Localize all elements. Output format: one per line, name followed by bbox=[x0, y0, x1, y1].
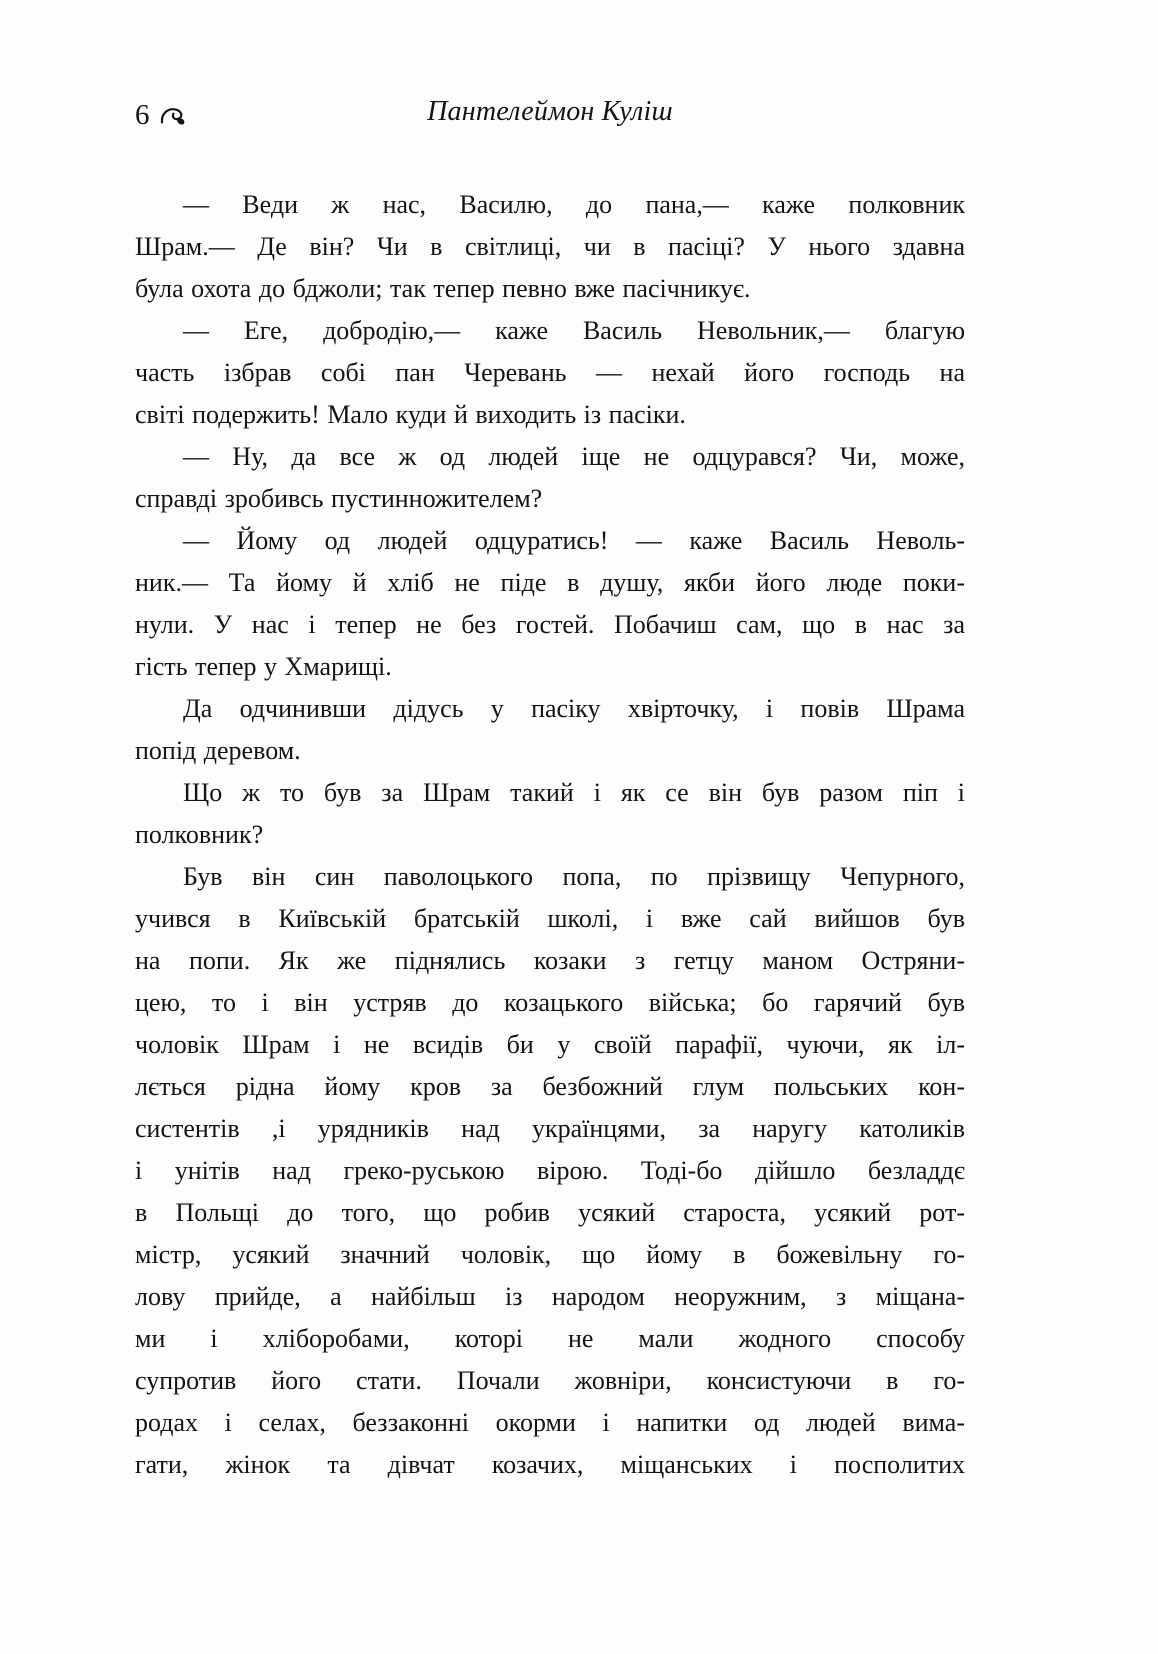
text-line: — Еге, добродію,— каже Василь Невольник,— благую bbox=[183, 316, 965, 345]
text-line: — Веди ж нас, Василю, до пана,— каже полковник bbox=[183, 190, 965, 219]
text-line: на попи. Як же піднялись козаки з гетцу маном Остряни- bbox=[135, 946, 965, 975]
text-line: учився в Київській братській школі, і вже сай вийшов був bbox=[135, 904, 965, 933]
text-line: і унітів над греко-руською вірою. Тоді-бо дійшло безладдє bbox=[135, 1156, 965, 1185]
text-line: — Ну, да все ж од людей іще не одцурався? Чи, може, bbox=[183, 442, 965, 471]
text-line: лється рідна йому кров за безбожний глум польських кон- bbox=[135, 1072, 965, 1101]
text-line: гати, жінок та дівчат козачих, міщанських і посполитих bbox=[135, 1450, 965, 1479]
text-line: ми і хліборобами, которі не мали жодного способу bbox=[135, 1324, 965, 1353]
text-line: ник.— Та йому й хліб не піде в душу, якби його люде поки- bbox=[135, 568, 965, 597]
body-text bbox=[135, 184, 965, 1486]
text-line: цею, то і він устряв до козацького війська; бо гарячий був bbox=[135, 988, 965, 1017]
text-line: лову прийде, а найбільш із народом неоружним, з міщана- bbox=[135, 1282, 965, 1311]
text-line: супротив його стати. Почали жовніри, консистуючи в го- bbox=[135, 1366, 965, 1395]
page-number: 6 bbox=[135, 99, 150, 131]
text-line: Да одчинивши дідусь у пасіку хвірточку, і повів Шрама bbox=[183, 694, 965, 723]
running-header bbox=[135, 94, 965, 134]
paragraph bbox=[135, 520, 965, 688]
text-line: попід деревом. bbox=[135, 736, 301, 765]
text-line: була охота до бджоли; так тепер певно вже пасічникує. bbox=[135, 274, 751, 303]
text-line: чоловік Шрам і не всидів би у своїй парафії, чуючи, як іл- bbox=[135, 1030, 965, 1059]
paragraph bbox=[135, 436, 965, 520]
text-line: гість тепер у Хмарищі. bbox=[135, 652, 392, 681]
text-line: нули. У нас і тепер не без гостей. Побачиш сам, що в нас за bbox=[135, 610, 965, 639]
running-head-title: Пантелеймон Куліш bbox=[427, 96, 673, 127]
paragraph bbox=[135, 856, 965, 1486]
paragraph bbox=[135, 688, 965, 772]
text-line: Був він син паволоцького попа, по прізвищу Чепурного, bbox=[183, 862, 965, 891]
page-number-group bbox=[135, 94, 187, 136]
text-line: полковник? bbox=[135, 820, 264, 849]
text-line: справді зробивсь пустинножителем? bbox=[135, 484, 543, 513]
text-line: Шрам.— Де він? Чи в світлиці, чи в пасіці? У нього здавна bbox=[135, 232, 965, 261]
paragraph bbox=[135, 772, 965, 856]
text-line: родах і селах, беззаконні окорми і напитки од людей вима- bbox=[135, 1408, 965, 1437]
paragraph bbox=[135, 184, 965, 310]
paragraph bbox=[135, 310, 965, 436]
text-line: світі подержить! Мало куди й виходить із пасіки. bbox=[135, 400, 686, 429]
text-line: часть ізбрав собі пан Черевань — нехай його господь на bbox=[135, 358, 965, 387]
fleuron-ornament-icon bbox=[159, 100, 187, 136]
text-line: Що ж то був за Шрам такий і як се він був разом піп і bbox=[183, 778, 965, 807]
text-line: — Йому од людей одцуратись! — каже Василь Неволь- bbox=[183, 526, 965, 555]
text-line: в Польщі до того, що робив усякий староста, усякий рот- bbox=[135, 1198, 965, 1227]
text-line: систентів ,і урядників над українцями, за наругу католиків bbox=[135, 1114, 965, 1143]
text-line: містр, усякий значний чоловік, що йому в божевільну го- bbox=[135, 1240, 965, 1269]
